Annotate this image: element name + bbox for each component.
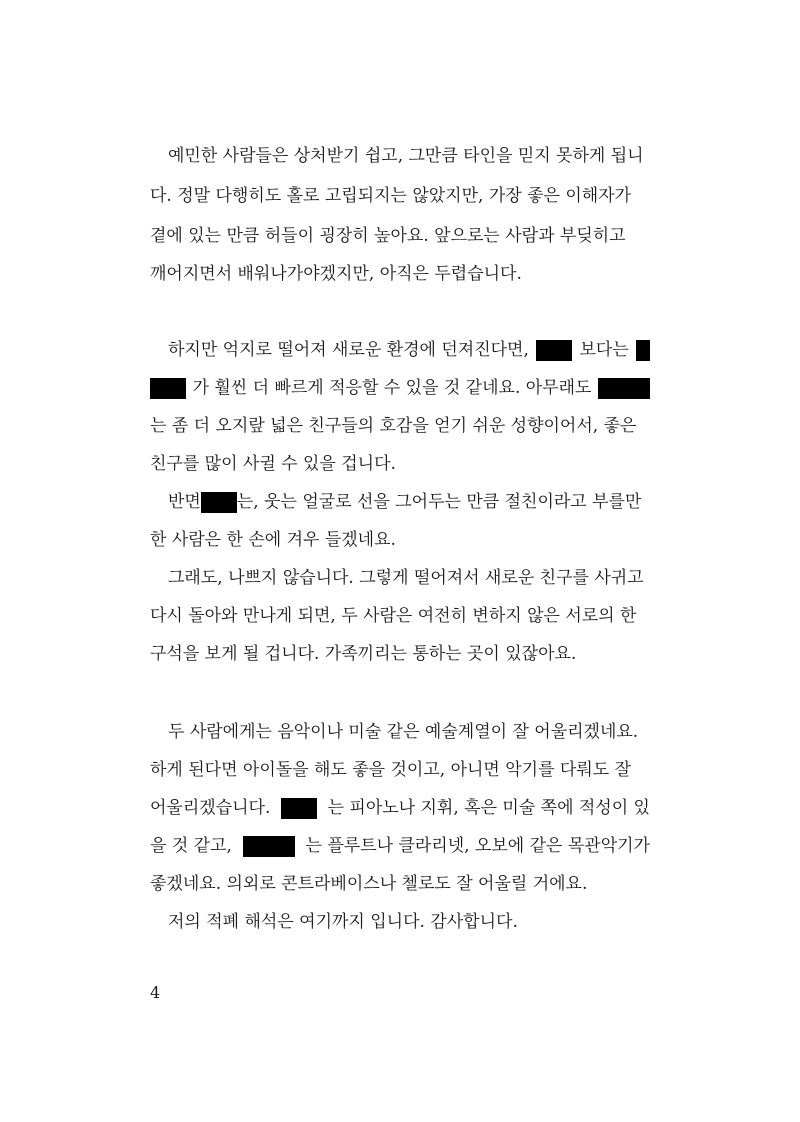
- text-line: [168, 720, 650, 744]
- text-segment: 저의 적폐 해석은 여기까지 입니다. 감사합니다.: [168, 912, 518, 932]
- text-line: [150, 796, 650, 820]
- text-segment: 는 피아노나 지휘, 혹은 미술 쪽에 적성이 있: [327, 798, 650, 818]
- redaction-box: [536, 340, 572, 361]
- text-segment: 깨어지면서 배워나가야겠지만, 아직은 두렵습니다.: [150, 264, 522, 284]
- text-segment: 두 사람에게는 음악이나 미술 같은 예술계열이 잘 어울리겠네요.: [168, 722, 639, 742]
- redaction-box: [636, 340, 650, 361]
- text-segment: 한 사람은 한 손에 겨우 들겠네요.: [150, 530, 396, 550]
- text-segment: 하게 된다면 아이돌을 해도 좋을 것이고, 아니면 악기를 다뤄도 잘: [150, 760, 632, 780]
- redaction-box: [243, 836, 295, 857]
- text-segment: 좋겠네요. 의외로 콘트라베이스나 첼로도 잘 어울릴 거에요.: [150, 874, 588, 894]
- text-segment: 는 좀 더 오지랖 넓은 친구들의 호감을 얻기 쉬운 성향이어서, 좋은: [150, 416, 637, 436]
- text-line: [150, 642, 650, 666]
- redaction-box: [281, 798, 317, 819]
- text-segment: 다. 정말 다행히도 홀로 고립되지는 않았지만, 가장 좋은 이해자가: [150, 186, 632, 206]
- text-segment: 하지만 억지로 떨어져 새로운 환경에 던져진다면,: [168, 340, 529, 360]
- text-line: [150, 262, 650, 286]
- text-segment: 친구를 많이 사귈 수 있을 겁니다.: [150, 454, 396, 474]
- text-line: [168, 566, 650, 590]
- text-line: [168, 490, 641, 514]
- text-segment: 보다는: [579, 340, 629, 360]
- text-line: [150, 872, 650, 896]
- text-segment: 그래도, 나쁘지 않습니다. 그렇게 떨어져서 새로운 친구를 사귀고: [168, 568, 644, 588]
- text-line: [168, 910, 518, 934]
- text-segment: 을 것 같고,: [150, 836, 232, 856]
- text-segment: 가 훨씬 더 빠르게 적응할 수 있을 것 같네요. 아무래도: [192, 378, 592, 398]
- redaction-box: [598, 378, 650, 399]
- text-line: [150, 604, 650, 628]
- text-line: [150, 414, 650, 438]
- text-line: [150, 184, 650, 208]
- redaction-box: [201, 492, 237, 513]
- text-line: [168, 144, 650, 168]
- text-segment: 반면: [168, 492, 201, 512]
- text-segment: 다시 돌아와 만나게 되면, 두 사람은 여전히 변하지 않은 서로의 한: [150, 606, 637, 626]
- text-segment: 구석을 보게 될 겁니다. 가족끼리는 통하는 곳이 있잖아요.: [150, 644, 577, 664]
- text-line: [150, 834, 650, 858]
- text-line: [150, 528, 650, 552]
- page-number: 4: [150, 983, 161, 1002]
- text-segment: 곁에 있는 만큼 허들이 굉장히 높아요. 앞으로는 사람과 부딪히고: [150, 226, 626, 246]
- text-segment: 는, 웃는 얼굴로 선을 그어두는 만큼 절친이라고 부를만: [236, 492, 642, 512]
- text-line: [150, 224, 650, 248]
- text-line: [150, 452, 650, 476]
- text-line: [168, 338, 650, 362]
- text-segment: 는 플루트나 클라리넷, 오보에 같은 목관악기가: [305, 836, 650, 856]
- redaction-box: [150, 378, 186, 399]
- text-line: [150, 376, 650, 400]
- text-segment: 예민한 사람들은 상처받기 쉽고, 그만큼 타인을 믿지 못하게 됩니: [168, 146, 644, 166]
- text-segment: 어울리겠습니다.: [150, 798, 271, 818]
- text-line: [150, 758, 650, 782]
